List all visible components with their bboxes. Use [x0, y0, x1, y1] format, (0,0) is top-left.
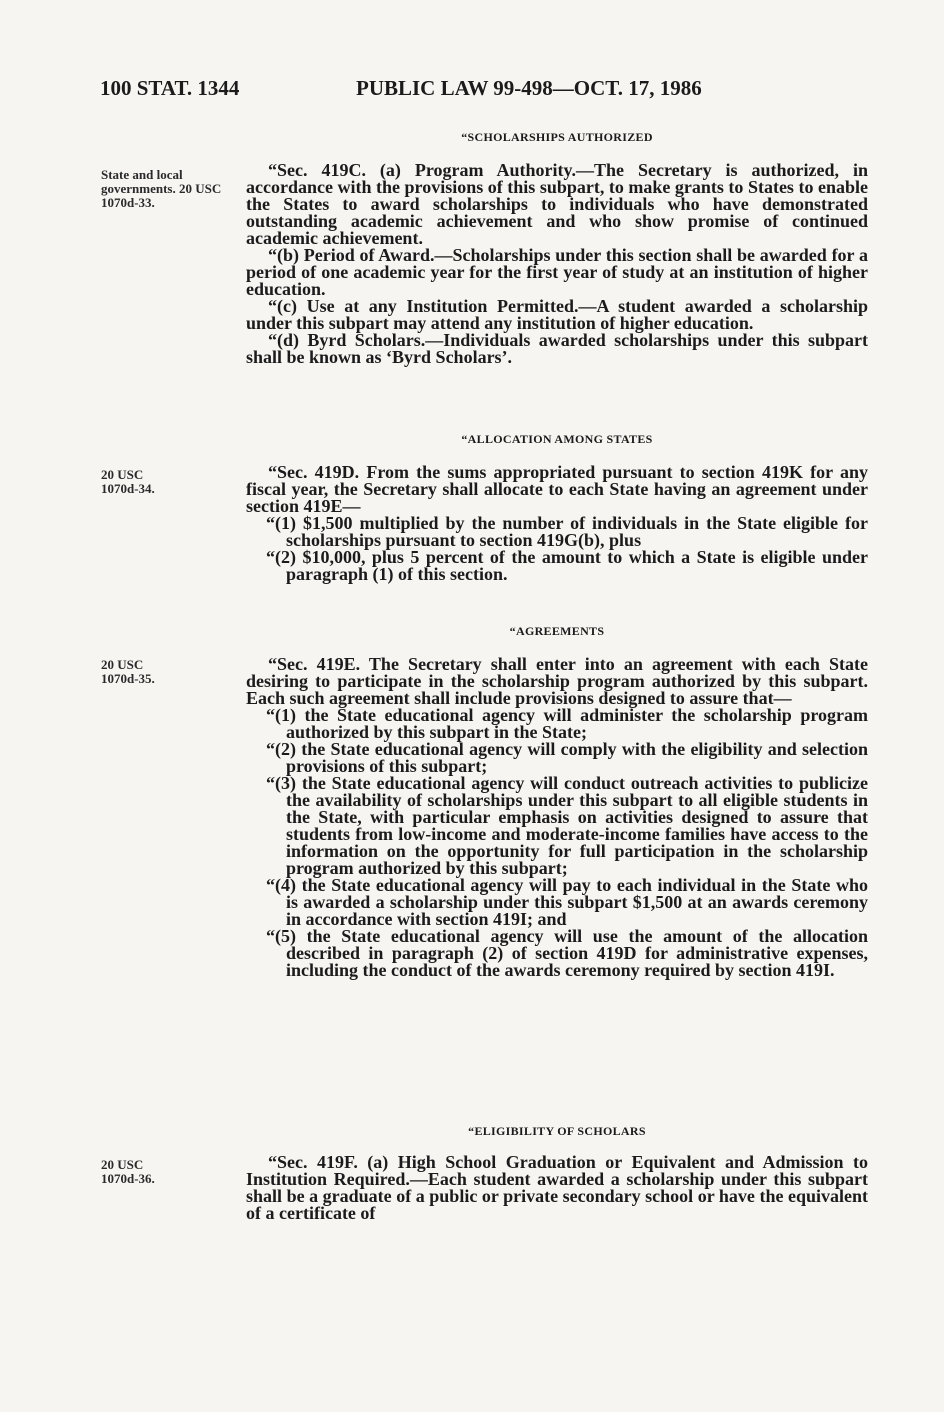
paragraph: “(1) $1,500 multiplied by the number of individuals in the State eligible for scholarships pursuant to section 419G(b), plus — [266, 513, 868, 550]
paragraph: “(1) the State educational agency will administer the scholarship program authorized by this subpart in the State; — [266, 705, 868, 742]
paragraph: “Sec. 419D. From the sums appropriated pursuant to section 419K for any fiscal year, the Secretary shall allocate to each State having an agreement under section 419E— — [246, 462, 868, 516]
margin-note-2: 20 USC 1070d-34. — [101, 467, 155, 496]
paragraph: “(c) Use at any Institution Permitted.—A student awarded a scholarship under this subpart may attend any institution of higher education. — [246, 296, 868, 333]
paragraph: “(4) the State educational agency will pay to each individual in the State who is awarded a scholarship under this subpart $1,500 at an awards ceremony in accordance with section 419I; and — [266, 875, 868, 929]
section-heading: “AGREEMENTS — [509, 624, 605, 638]
paragraph: “(5) the State educational agency will use the amount of the allocation described in paragraph (2) of section 419D for administrative expenses, including the conduct of the awards ceremony required by section 419I. — [266, 926, 868, 980]
margin-note-1: State and local governments. 20 USC 1070d-33. — [101, 167, 222, 210]
margin-note-3: 20 USC 1070d-35. — [101, 657, 155, 686]
paragraph: “(d) Byrd Scholars.—Individuals awarded scholarships under this subpart shall be known as ‘Byrd Scholars’. — [246, 330, 868, 367]
section-heading: “ELIGIBILITY OF SCHOLARS — [468, 1124, 646, 1138]
section-body — [246, 464, 868, 583]
paragraph: “(2) $10,000, plus 5 percent of the amount to which a State is eligible under paragraph (1) of this section. — [266, 547, 868, 584]
statute-page-number: 100 STAT. 1344 — [100, 76, 240, 100]
paragraph: “(2) the State educational agency will comply with the eligibility and selection provisions of this subpart; — [266, 739, 868, 776]
section-heading: “ALLOCATION AMONG STATES — [461, 432, 653, 446]
public-law-title: PUBLIC LAW 99-498—OCT. 17, 1986 — [356, 76, 702, 100]
section-body — [246, 162, 868, 366]
paragraph: “Sec. 419F. (a) High School Graduation or Equivalent and Admission to Institution Required.—Each student awarded a scholarship under this subpart shall be a graduate of a public or private secondary school or have the equivalent of a certificate of — [246, 1152, 868, 1223]
paragraph: “(b) Period of Award.—Scholarships under this section shall be awarded for a period of one academic year for the first year of study at an institution of higher education. — [246, 245, 868, 299]
paragraph: “Sec. 419E. The Secretary shall enter into an agreement with each State desiring to participate in the scholarship program authorized by this subpart. Each such agreement shall include provisions designed to assure that— — [246, 654, 868, 708]
paragraph: “(3) the State educational agency will conduct outreach activities to publicize the availability of scholarships under this subpart to all eligible students in the State, with particular emphasis on activities designed to assure that students from low-income and moderate-income families have access to the information on the opportunity for full participation in the scholarship program authorized by this subpart; — [266, 773, 868, 878]
page-header — [100, 76, 870, 106]
section-body — [246, 1154, 868, 1222]
section-heading: “SCHOLARSHIPS AUTHORIZED — [461, 130, 653, 144]
section-body — [246, 656, 868, 979]
paragraph: “Sec. 419C. (a) Program Authority.—The Secretary is authorized, in accordance with the provisions of this subpart, to make grants to States to enable the States to award scholarships to individuals who have demonstrated outstanding academic achievement and who show promise of continued academic achievement. — [246, 160, 868, 248]
margin-note-4: 20 USC 1070d-36. — [101, 1157, 155, 1186]
